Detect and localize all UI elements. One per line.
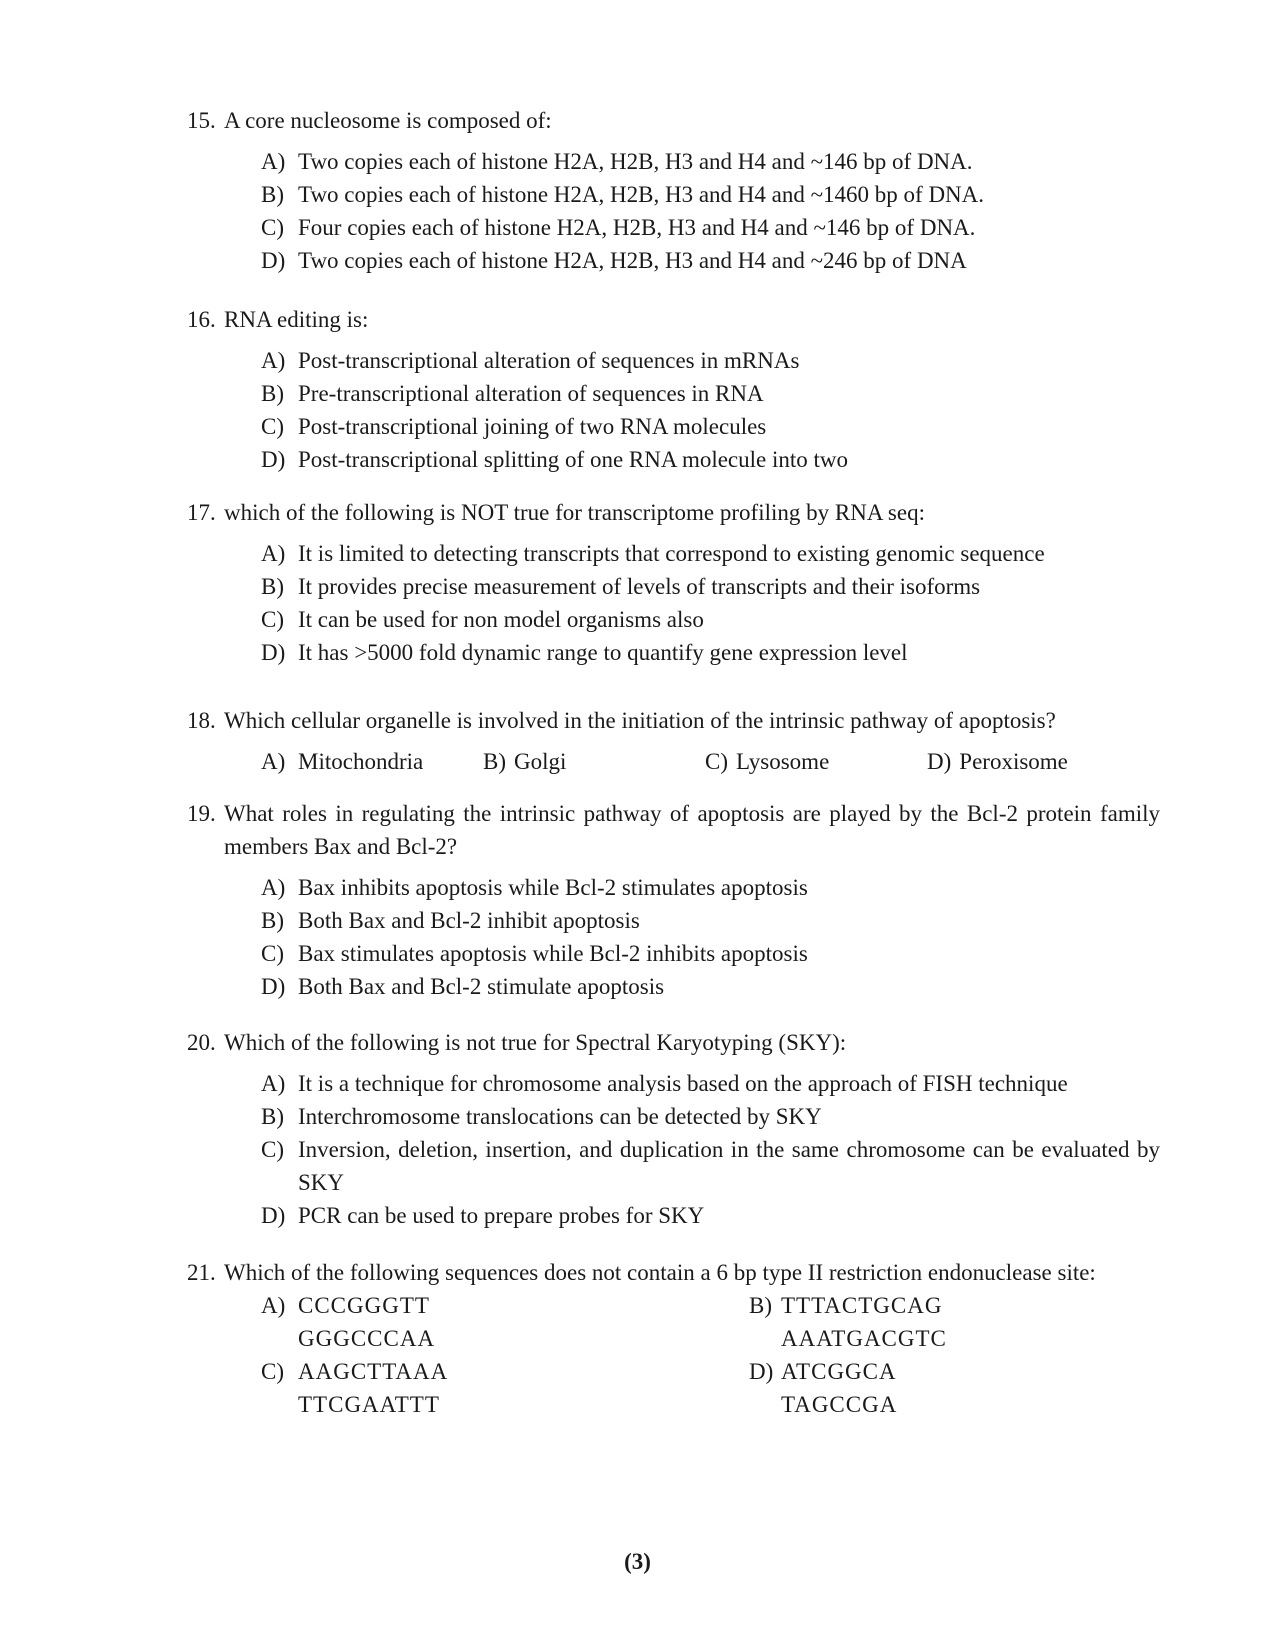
option-text: Two copies each of histone H2A, H2B, H3 and H4 and ~146 bp of DNA. — [298, 149, 973, 174]
question-17 — [187, 496, 1160, 669]
option-text: It is limited to detecting transcripts that correspond to existing genomic sequence — [298, 541, 1045, 566]
option-label: B) — [261, 908, 284, 933]
question-15 — [187, 104, 1160, 277]
option-b — [483, 745, 705, 778]
sequence-top-strand: ATCGGCA — [781, 1359, 897, 1384]
question-18 — [187, 704, 1160, 778]
option-c — [261, 410, 1160, 443]
question-number: 20. — [187, 1030, 216, 1055]
option-d — [261, 636, 1160, 669]
option-b — [749, 1289, 1129, 1355]
option-b — [261, 178, 1160, 211]
option-text: Mitochondria — [298, 749, 424, 774]
option-label: D) — [261, 447, 286, 472]
option-c — [261, 1355, 749, 1421]
option-a — [261, 344, 1160, 377]
option-text: Pre-transcriptional alteration of sequences in RNA — [298, 381, 764, 406]
question-stem — [187, 496, 1160, 529]
option-d — [261, 1199, 1160, 1232]
option-list — [261, 537, 1160, 669]
question-stem — [187, 303, 1160, 336]
option-text: Post-transcriptional splitting of one RNA molecule into two — [298, 447, 849, 472]
option-list — [261, 145, 1160, 277]
option-text: PCR can be used to prepare probes for SKY — [298, 1203, 705, 1228]
option-label: B) — [261, 381, 284, 406]
option-c — [261, 937, 1160, 970]
option-label: A) — [261, 1293, 286, 1318]
question-text: Which cellular organelle is involved in the initiation of the intrinsic pathway of apoptosis? — [224, 708, 1056, 733]
option-a — [261, 871, 1160, 904]
option-label: B) — [261, 574, 284, 599]
option-b — [261, 570, 1160, 603]
question-number: 15. — [187, 108, 216, 133]
option-text: Four copies each of histone H2A, H2B, H3 and H4 and ~146 bp of DNA. — [298, 215, 976, 240]
question-number: 21. — [187, 1260, 216, 1285]
option-b — [261, 377, 1160, 410]
option-list — [261, 871, 1160, 1003]
question-text: Which of the following sequences does not contain a 6 bp type II restriction endonuclease site: — [224, 1260, 1096, 1285]
option-text: Post-transcriptional joining of two RNA molecules — [298, 414, 767, 439]
option-label: D) — [261, 640, 286, 665]
option-c — [261, 211, 1160, 244]
sequence-bottom-strand: TAGCCGA — [781, 1392, 898, 1417]
option-d — [749, 1355, 1129, 1421]
dna-sequence — [298, 1289, 435, 1355]
dna-sequence — [781, 1289, 947, 1355]
option-c — [261, 1133, 1160, 1199]
option-d — [261, 970, 1160, 1003]
option-d — [927, 745, 1068, 778]
question-stem — [187, 1026, 1160, 1059]
option-text: Golgi — [514, 749, 567, 774]
option-text: Post-transcriptional alteration of sequences in mRNAs — [298, 348, 800, 373]
question-20 — [187, 1026, 1160, 1232]
option-a — [261, 745, 483, 778]
option-label: C) — [705, 749, 728, 774]
question-21 — [187, 1256, 1160, 1421]
question-text: A core nucleosome is composed of: — [224, 108, 552, 133]
option-text: It has >5000 fold dynamic range to quantify gene expression level — [298, 640, 908, 665]
dna-sequence — [781, 1355, 897, 1421]
option-text: Both Bax and Bcl-2 inhibit apoptosis — [298, 908, 640, 933]
option-a — [261, 145, 1160, 178]
option-c — [261, 603, 1160, 636]
option-label: C) — [261, 215, 284, 240]
question-text: What roles in regulating the intrinsic pathway of apoptosis are played by the Bcl-2 protein family members Bax and Bcl-2? — [224, 801, 1160, 859]
option-label: C) — [261, 941, 284, 966]
sequence-top-strand: CCCGGGTT — [298, 1293, 430, 1318]
option-label: D) — [749, 1359, 774, 1384]
option-label: A) — [261, 348, 286, 373]
sequence-bottom-strand: TTCGAATTT — [298, 1392, 440, 1417]
option-text: Two copies each of histone H2A, H2B, H3 and H4 and ~246 bp of DNA — [298, 248, 967, 273]
option-label: D) — [261, 1203, 286, 1228]
sequence-bottom-strand: AAATGACGTC — [781, 1326, 947, 1351]
option-text: It provides precise measurement of levels of transcripts and their isoforms — [298, 574, 981, 599]
option-text: It can be used for non model organisms also — [298, 607, 704, 632]
option-text: Two copies each of histone H2A, H2B, H3 and H4 and ~1460 bp of DNA. — [298, 182, 985, 207]
question-number: 16. — [187, 307, 216, 332]
option-label: C) — [261, 607, 284, 632]
option-text: Lysosome — [736, 749, 830, 774]
sequence-top-strand: AAGCTTAAA — [298, 1359, 449, 1384]
option-text: Inversion, deletion, insertion, and duplication in the same chromosome can be evaluated by SKY — [298, 1137, 1160, 1195]
option-label: B) — [483, 749, 506, 774]
option-label: A) — [261, 875, 286, 900]
question-stem — [187, 797, 1160, 863]
option-a — [261, 1289, 749, 1355]
option-text: Bax inhibits apoptosis while Bcl-2 stimulates apoptosis — [298, 875, 808, 900]
question-stem — [187, 704, 1160, 737]
question-stem — [187, 1256, 1160, 1289]
question-number: 18. — [187, 708, 216, 733]
option-label: B) — [261, 182, 284, 207]
option-label: D) — [261, 248, 286, 273]
option-label: C) — [261, 414, 284, 439]
sequence-bottom-strand: GGGCCCAA — [298, 1326, 436, 1351]
question-text: Which of the following is not true for Spectral Karyotyping (SKY): — [224, 1030, 847, 1055]
question-text: which of the following is NOT true for transcriptome profiling by RNA seq: — [224, 500, 925, 525]
option-label: A) — [261, 541, 286, 566]
option-b — [261, 1100, 1160, 1133]
option-label: C) — [261, 1137, 284, 1162]
option-list — [261, 344, 1160, 476]
question-16 — [187, 303, 1160, 476]
option-label: A) — [261, 149, 286, 174]
option-label: D) — [927, 749, 952, 774]
option-row — [261, 745, 1160, 778]
page-number: (3) — [624, 1549, 651, 1574]
dna-sequence — [298, 1355, 448, 1421]
option-d — [261, 443, 1160, 476]
option-d — [261, 244, 1160, 277]
option-text: Peroxisome — [959, 749, 1068, 774]
option-a — [261, 537, 1160, 570]
option-text: Interchromosome translocations can be detected by SKY — [298, 1104, 822, 1129]
option-label: D) — [261, 974, 286, 999]
option-text: Both Bax and Bcl-2 stimulate apoptosis — [298, 974, 665, 999]
question-19 — [187, 797, 1160, 1003]
question-stem — [187, 104, 1160, 137]
sequence-options — [261, 1289, 1160, 1421]
option-label: C) — [261, 1359, 284, 1384]
option-a — [261, 1067, 1160, 1100]
question-number: 19. — [187, 801, 216, 826]
option-c — [705, 745, 927, 778]
option-text: Bax stimulates apoptosis while Bcl-2 inhibits apoptosis — [298, 941, 808, 966]
option-label: A) — [261, 1071, 286, 1096]
sequence-top-strand: TTTACTGCAG — [781, 1293, 943, 1318]
option-text: It is a technique for chromosome analysis based on the approach of FISH technique — [298, 1071, 1068, 1096]
option-list — [261, 1067, 1160, 1232]
option-b — [261, 904, 1160, 937]
question-number: 17. — [187, 500, 216, 525]
question-text: RNA editing is: — [224, 307, 369, 332]
option-label: A) — [261, 749, 286, 774]
option-label: B) — [749, 1293, 772, 1318]
option-label: B) — [261, 1104, 284, 1129]
